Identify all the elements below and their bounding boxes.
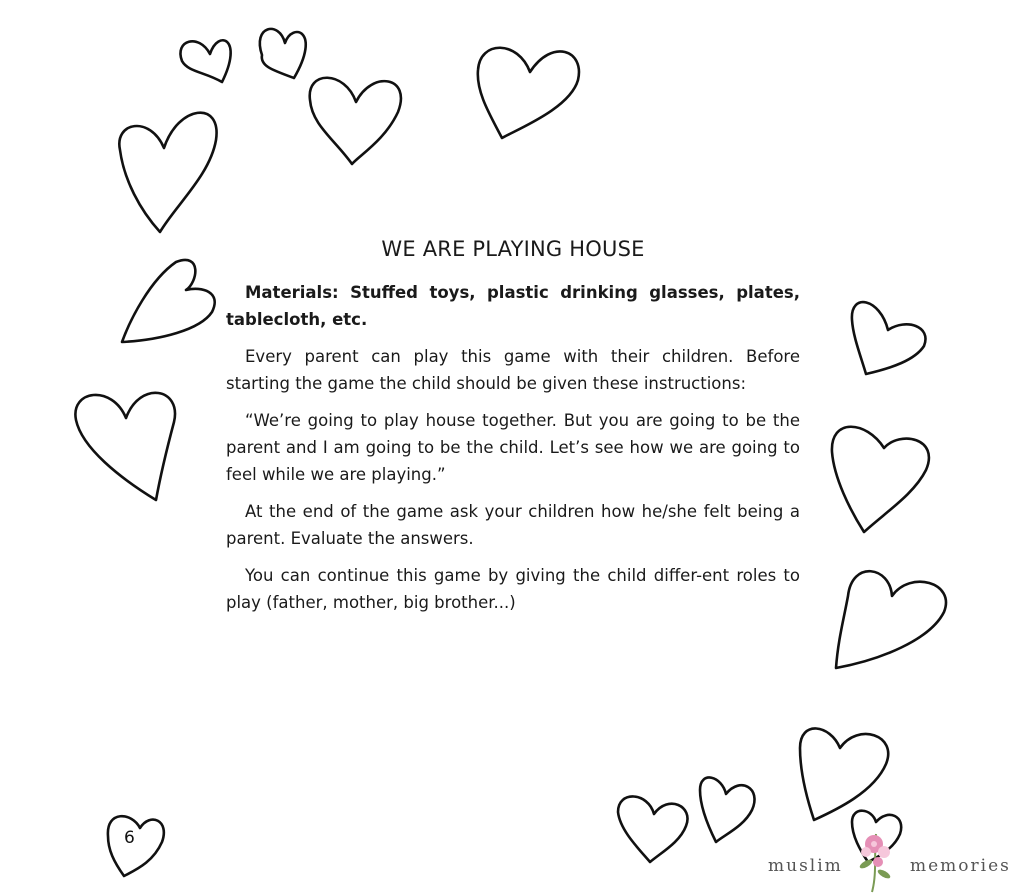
heart-icon bbox=[832, 427, 929, 532]
heart-icon bbox=[852, 302, 926, 374]
continuation-paragraph: You can continue this game by giving the child differ-ent roles to play (father, mother, big brother...) bbox=[226, 566, 800, 612]
heart-icon bbox=[180, 40, 230, 82]
heart-icon bbox=[478, 48, 579, 138]
heart-icon bbox=[836, 571, 946, 668]
article bbox=[226, 236, 800, 626]
flower-icon bbox=[844, 824, 908, 894]
heart-icon bbox=[122, 260, 215, 342]
watermark-word-left: muslim bbox=[768, 856, 843, 876]
heart-icon bbox=[119, 113, 216, 232]
intro-paragraph: Every parent can play this game with their children. Before starting the game the child should be given these instructions: bbox=[226, 347, 800, 393]
evaluation-paragraph: At the end of the game ask your children how he/she felt being a parent. Evaluate the answers. bbox=[226, 502, 800, 548]
watermark-word-right: memories bbox=[910, 856, 1011, 876]
heart-icon bbox=[260, 29, 306, 78]
page-title: WE ARE PLAYING HOUSE bbox=[381, 237, 645, 261]
materials-paragraph: Materials: Stuffed toys, plastic drinking glasses, plates, tablecloth, etc. bbox=[226, 283, 800, 329]
watermark-logo bbox=[744, 848, 1016, 888]
heart-icon bbox=[800, 728, 888, 820]
heart-icon bbox=[618, 796, 687, 862]
heart-icon bbox=[700, 778, 755, 842]
page-number: 6 bbox=[124, 828, 135, 848]
quote-paragraph: “We’re going to play house together. But you are going to be the parent and I am going to be the child. Let’s see how we are going to feel while we are playing.” bbox=[226, 411, 800, 484]
heart-icon bbox=[310, 78, 401, 164]
heart-icon bbox=[75, 393, 175, 500]
page-number-heart-icon bbox=[108, 816, 164, 876]
